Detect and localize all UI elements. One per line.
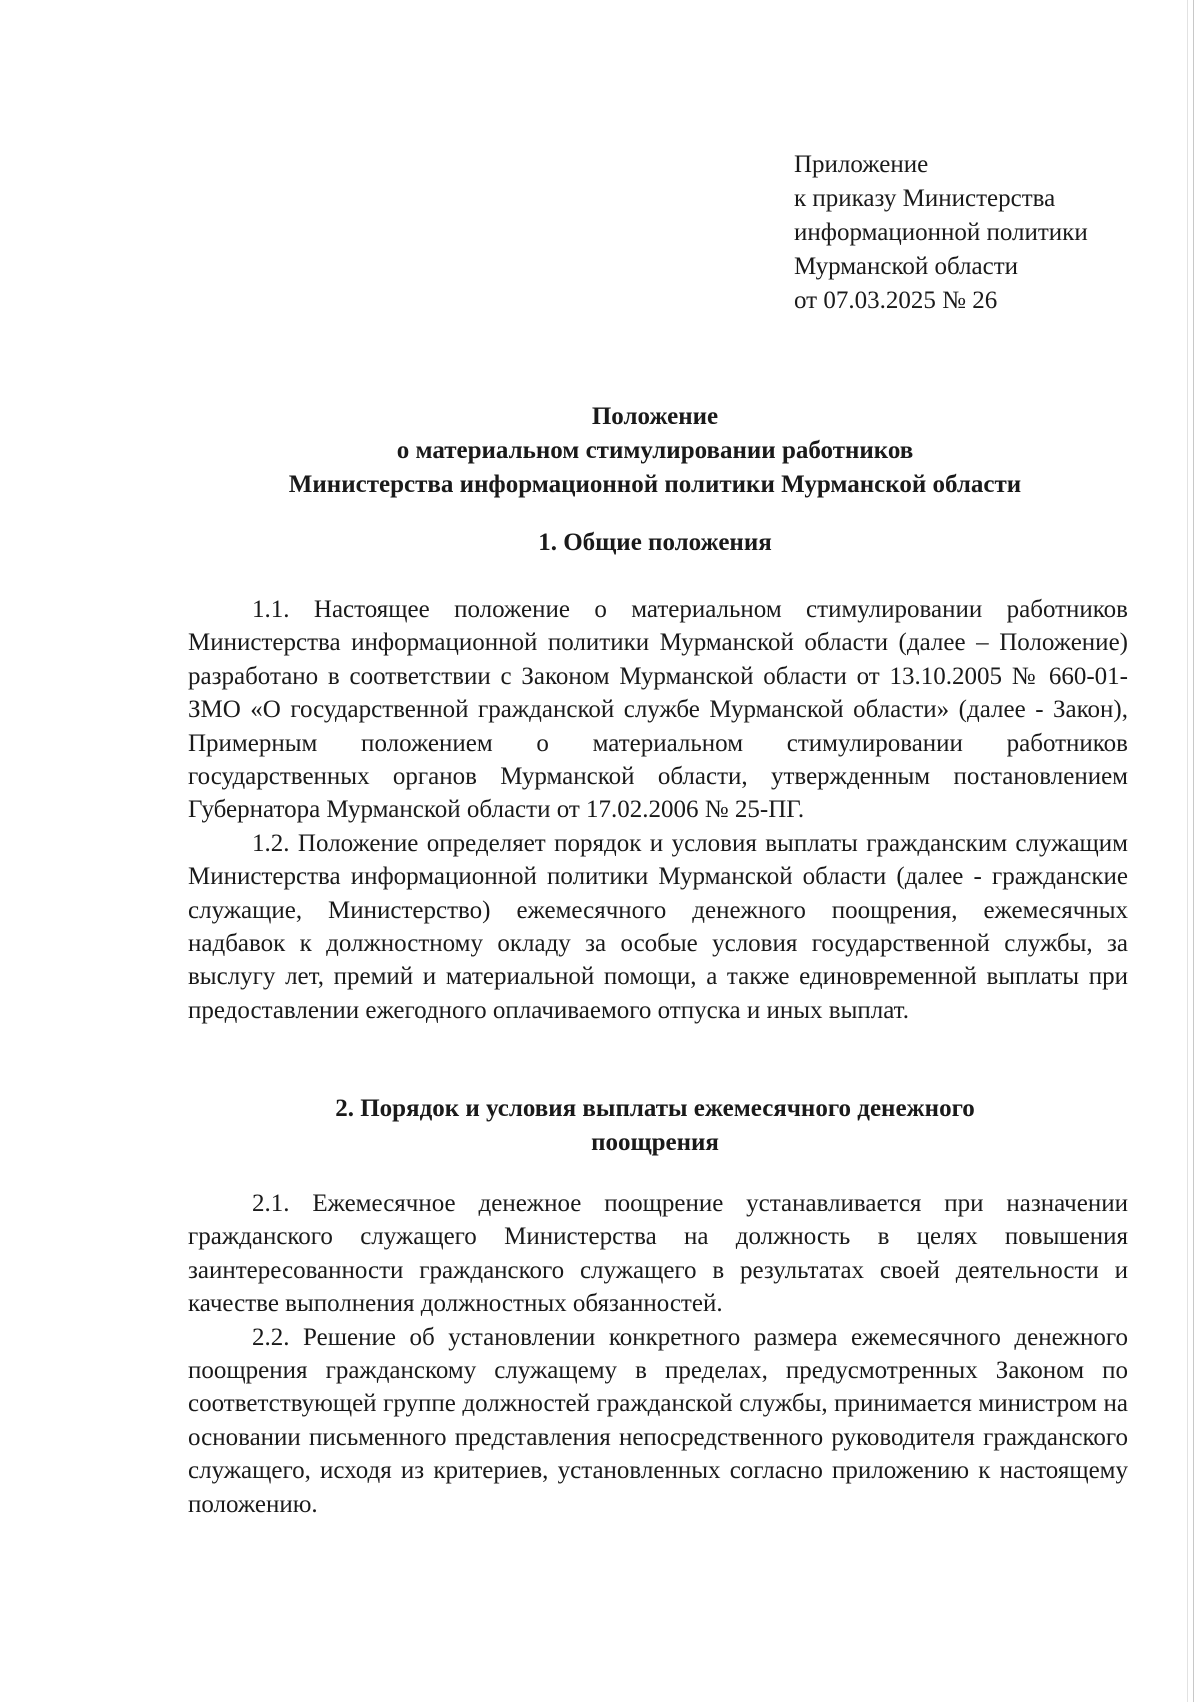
title-line: Положение	[591, 403, 719, 430]
scan-edge-line	[1193, 0, 1194, 1702]
appendix-line: к приказу Министерства	[794, 185, 1056, 212]
paragraph: 1.2. Положение определяет порядок и условия выплаты гражданским служащим Министерства информационной политики Мурманской области (далее - гражданские служащие, Министерство) ежемесячного денежного поощрения, ежемесячных надбавок к должностному окладу за особые условия государственной службы, за выслугу лет, премий и материальной помощи, а также единовременной выплаты при предоставлении ежегодного оплачиваемого отпуска и иных выплат.	[188, 829, 1128, 1024]
document-title	[150, 400, 1160, 502]
paragraph: 2.2. Решение об установлении конкретного размера ежемесячного денежного поощрения гражданскому служащему в пределах, предусмотренных Законом по соответствующей группе должностей гражданской службы, принимается министром на основании письменного представления непосредственного руководителя гражданского служащего, исходя из критериев, установленных согласно приложению к настоящему положению.	[188, 1323, 1128, 1518]
appendix-line: информационной политики	[794, 219, 1088, 246]
section-heading-line: 2. Порядок и условия выплаты ежемесячного денежного	[335, 1095, 975, 1122]
appendix-reference	[794, 148, 1088, 318]
section-1-heading	[150, 526, 1160, 560]
section-2-body	[188, 1187, 1128, 1521]
title-line: о материальном стимулировании работников	[396, 437, 914, 464]
scan-edge-line	[1187, 0, 1188, 1702]
title-line: Министерства информационной политики Мурманской области	[288, 471, 1022, 498]
paragraph: 1.1. Настоящее положение о материальном стимулировании работников Министерства информационной политики Мурманской области (далее – Положение) разработано в соответствии с Законом Мурманской области от 13.10.2005 № 660-01-ЗМО «О государственной гражданской службе Мурманской области» (далее - Закон), Примерным положением о материальном стимулировании работников государственных органов Мурманской области, утвержденным постановлением Губернатора Мурманской области от 17.02.2006 № 25-ПГ.	[188, 596, 1128, 824]
appendix-line: Мурманской области	[794, 253, 1019, 280]
paragraph: 2.1. Ежемесячное денежное поощрение устанавливается при назначении гражданского служащего Министерства на должность в целях повышения заинтересованности гражданского служащего в результатах своей деятельности и качестве выполнения должностных обязанностей.	[188, 1190, 1128, 1318]
section-1-body	[188, 593, 1128, 1027]
section-2-heading	[150, 1092, 1160, 1160]
section-heading-line: поощрения	[591, 1129, 719, 1156]
appendix-line: от 07.03.2025 № 26	[794, 287, 998, 314]
section-heading-line: 1. Общие положения	[538, 529, 772, 556]
appendix-line: Приложение	[794, 151, 929, 178]
